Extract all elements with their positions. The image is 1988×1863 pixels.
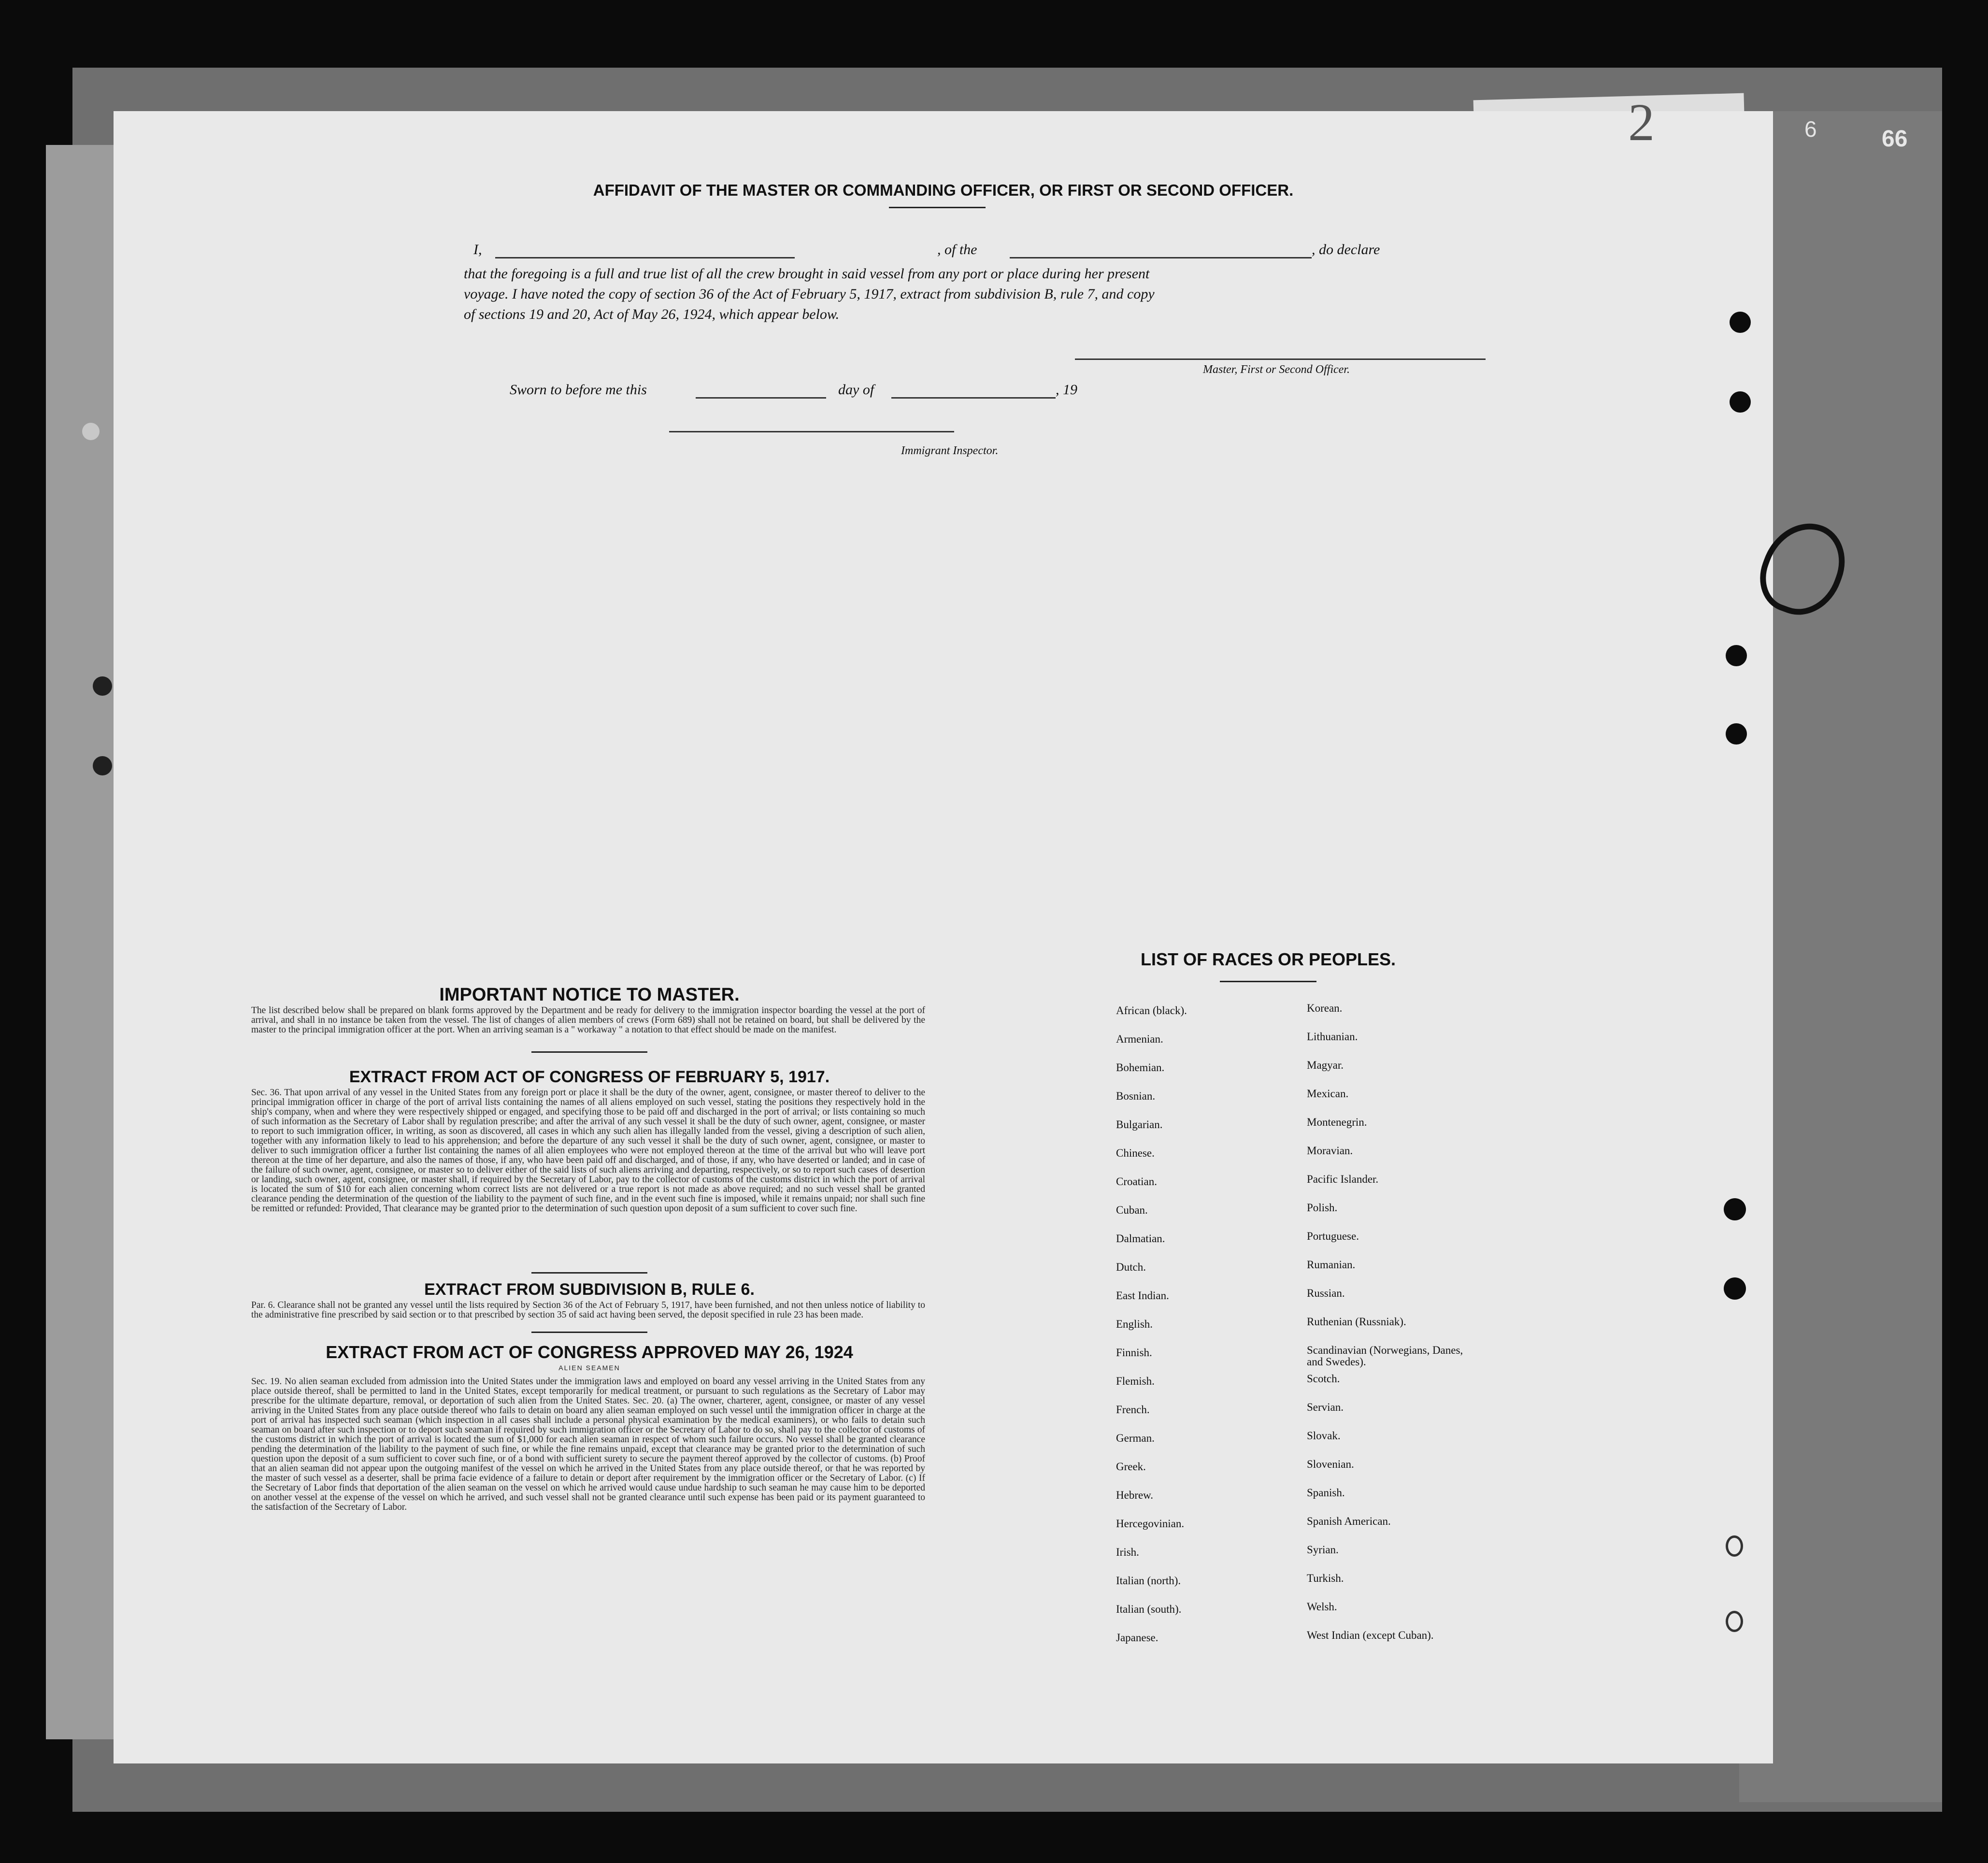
notice-body: The list described below shall be prepared on blank forms approved by the Department and be ready for delivery to the immigration inspector boarding the vessel at the port of arrival, and shall in no instance be taken from the vessel. The list of changes of alien members of crews (Form 689) shall not be retained on board, but shall be delivered by the master to the principal immigration officer at the port. When an arriving seaman is a " workaway " a notation to that effect should be made on the manifest. — [251, 1005, 925, 1035]
race-item: Italian (north). — [1116, 1575, 1181, 1587]
race-item: Magyar. — [1307, 1059, 1344, 1071]
race-item: Croatian. — [1116, 1175, 1157, 1188]
race-item: Irish. — [1116, 1546, 1139, 1558]
page-number: 66 — [1882, 126, 1908, 152]
race-item: Slovenian. — [1307, 1458, 1354, 1470]
race-item: East Indian. — [1116, 1290, 1169, 1302]
race-item: Servian. — [1307, 1401, 1344, 1413]
race-item: Lithuanian. — [1307, 1031, 1358, 1043]
race-item: German. — [1116, 1432, 1155, 1444]
punch-hole — [82, 423, 100, 440]
race-item: Moravian. — [1307, 1145, 1353, 1157]
affidavit-of-the: , of the — [937, 242, 977, 258]
affidavit-i: I, — [473, 242, 482, 258]
race-item: Slovak. — [1307, 1430, 1341, 1442]
punch-hole — [93, 756, 112, 775]
sworn-day-blank — [696, 397, 826, 399]
race-item: Pacific Islander. — [1307, 1173, 1379, 1185]
extract-1924-title: EXTRACT FROM ACT OF CONGRESS APPROVED MAY 26, 1924 — [326, 1342, 853, 1362]
inspector-signature-label: Immigrant Inspector. — [901, 444, 999, 457]
name-blank — [495, 257, 795, 258]
race-item: Ruthenian (Russniak). — [1307, 1316, 1406, 1328]
affidavit-declare: , do declare — [1312, 242, 1380, 258]
extract-1917-rule — [531, 1272, 647, 1274]
rule6-title: EXTRACT FROM SUBDIVISION B, RULE 6. — [424, 1280, 755, 1299]
race-item: Spanish American. — [1307, 1515, 1391, 1527]
race-item: Hebrew. — [1116, 1489, 1154, 1501]
race-item: Polish. — [1307, 1202, 1338, 1214]
race-item: Rumanian. — [1307, 1259, 1356, 1271]
race-item: Spanish. — [1307, 1487, 1345, 1499]
race-item: Russian. — [1307, 1287, 1345, 1299]
punch-hole-open — [1726, 1535, 1743, 1557]
race-item: Turkish. — [1307, 1572, 1344, 1584]
race-item: Italian (south). — [1116, 1603, 1182, 1615]
extract-1924-body: Sec. 19. No alien seaman excluded from admission into the United States under the immigration laws and employed on board any vessel arriving in the United States from any place outside thereof, shall be permitted to land in the United States, except temporarily for medical treatment, or pursuant to such regulations as the Secretary of Labor may prescribe for the ultimate departure, removal, or deportation of such alien from the United States. Sec. 20. (a) The owner, charterer, agent, consignee, or master of any vessel arriving in the United States from any place outside thereof who fails to detain on board any alien seaman employed on such vessel until the immigration officer in charge at the port of arrival has inspected such seaman (which inspection in all cases shall include a personal physical examination by the medical examiners), or who fails to detain such seaman on board after such inspection or to deport such seaman if required by such immigration officer or the Secretary of Labor to do so, shall pay to the collector of customs of the customs district in which the port of arrival is located the sum of $1,000 for each alien seaman in respect of whom such failure occurs. No vessel shall be granted clearance pending the determination of the liability to the payment of such fine, or while the fine remains unpaid, except that clearance may be granted prior to the determination of such question upon the deposit of a sum sufficient to cover such fine, or of a bond with sufficient surety to secure the payment thereof approved by the collector of customs. (b) Proof that an alien seaman did not appear upon the outgoing manifest of the vessel on which he arrived in the United States from any place outside thereof, or that he was reported by the master of such vessel as a deserter, shall be prima facie evidence of a failure to detain or deport after requirement by the immigration officer or the Secretary of Labor. (c) If the Secretary of Labor finds that deportation of the alien seaman on the vessel on which he arrived would cause undue hardship to such seaman he may cause him to be deported on another vessel at the expense of the vessel on which he arrived, and such vessel shall not be granted clearance until such expense has been paid or its payment guaranteed to the satisfaction of the Secretary of Labor. — [251, 1376, 925, 1512]
sworn-label: Sworn to before me this — [510, 382, 647, 398]
day-of-label: day of — [838, 382, 874, 398]
race-item: Bosnian. — [1116, 1090, 1156, 1102]
race-item: Mexican. — [1307, 1088, 1349, 1100]
handwritten-mark: 2 — [1628, 93, 1655, 152]
affidavit-line-2: that the foregoing is a full and true list of all the crew brought in said vessel from any port or place during her present — [464, 266, 1150, 282]
race-item: Montenegrin. — [1307, 1116, 1367, 1128]
punch-hole — [1726, 723, 1747, 745]
race-item: Chinese. — [1116, 1147, 1155, 1159]
race-item: Finnish. — [1116, 1347, 1152, 1359]
punch-hole-open — [1726, 1611, 1743, 1632]
race-item: Armenian. — [1116, 1033, 1163, 1045]
title-rule — [889, 207, 986, 208]
rule6-body: Par. 6. Clearance shall not be granted any vessel until the lists required by Section 36 of the Act of February 5, 1917, have been furnished, and not then unless notice of liability to the administrative fine prescribed by said section or to that prescribed by section 35 of said act having been served, the deposit specified in rule 23 has been made. — [251, 1300, 925, 1320]
race-item: Bulgarian. — [1116, 1118, 1163, 1131]
master-signature-line — [1075, 358, 1486, 360]
race-item: West Indian (except Cuban). — [1307, 1629, 1434, 1641]
punch-hole — [1724, 1198, 1746, 1220]
rule6-rule — [531, 1332, 647, 1333]
affidavit-title: AFFIDAVIT OF THE MASTER OR COMMANDING OFFICER, OR FIRST OR SECOND OFFICER. — [593, 181, 1294, 199]
race-item: Greek. — [1116, 1461, 1146, 1473]
race-item: Scandinavian (Norwegians, Danes, and Swedes). — [1307, 1344, 1463, 1368]
vessel-blank — [1010, 257, 1312, 258]
race-item: French. — [1116, 1404, 1150, 1416]
race-item: Scotch. — [1307, 1373, 1340, 1385]
affidavit-page — [114, 111, 1773, 1763]
race-item: Portuguese. — [1307, 1230, 1359, 1242]
race-item: Cuban. — [1116, 1204, 1148, 1216]
race-item: Welsh. — [1307, 1601, 1337, 1613]
race-item: African (black). — [1116, 1004, 1187, 1017]
extract-1917-body: Sec. 36. That upon arrival of any vessel in the United States from any foreign port or place it shall be the duty of the owner, agent, consignee, or master thereof to deliver to the principal immigration officer in charge of the port of arrival lists containing the names of all aliens employed on such vessel, stating the positions they respectively hold in the ship's company, when and where they were respectively shipped or engaged, and specifying those to be paid off and discharged in the port of arrival; or lists containing so much of such information as the Secretary of Labor shall by regulation prescribe; and after the arrival of any such vessel it shall be the duty of such owner, agent, consignee, or master to report to such immigration officer, in writing, as soon as discovered, all cases in which any such alien has illegally landed from the vessel, giving a description of such alien, together with any information likely to lead to his apprehension; and before the departure of any such vessel it shall be the duty of such owner, agent, consignee, or master to deliver to such immigration officer a further list containing the names of all alien employees who were not employed thereon at the time of the arrival but who will leave port thereon at the time of her departure, and also the names of those, if any, who have been paid off and discharged, and of those, if any, who have deserted or landed; and in case of the failure of such owner, agent, consignee, or master so to deliver either of the said lists of such aliens arriving and departing, respectively, or so to report such cases of desertion or landing, such owner, agent, consignee, or master shall, if required by the Secretary of Labor, pay to the collector of customs of the customs district in which the port of arrival is located the sum of $10 for each alien concerning whom correct lists are not delivered or a true report is not made as above required; and no such vessel shall be granted clearance pending the determination of the question of the liability to the payment of such fine, and in the event such fine is imposed, while it remains unpaid; nor shall such fine be remitted or refunded: Provided, That clearance may be granted prior to the determination of such question upon deposit of a sum sufficient to cover such fine. — [251, 1088, 925, 1214]
race-item: Hercegovinian. — [1116, 1518, 1185, 1530]
year-label: , 19 — [1056, 382, 1077, 398]
punch-hole — [1724, 1277, 1746, 1300]
extract-1924-subtitle: ALIEN SEAMEN — [558, 1364, 620, 1372]
punch-hole — [1730, 391, 1751, 413]
races-rule — [1220, 981, 1316, 982]
punch-hole — [1730, 312, 1751, 333]
inspector-signature-line — [669, 431, 954, 432]
race-item: Bohemian. — [1116, 1061, 1165, 1074]
notice-title: IMPORTANT NOTICE TO MASTER. — [439, 985, 740, 1005]
corner-mark: 6 — [1804, 116, 1817, 142]
sworn-month-blank — [891, 397, 1056, 399]
race-item: Syrian. — [1307, 1544, 1339, 1556]
race-item: English. — [1116, 1318, 1153, 1330]
race-item: Korean. — [1307, 1002, 1343, 1014]
races-title: LIST OF RACES OR PEOPLES. — [1140, 949, 1396, 969]
punch-hole — [1726, 645, 1747, 666]
race-item: Dutch. — [1116, 1261, 1146, 1273]
affidavit-line-4: of sections 19 and 20, Act of May 26, 1924, which appear below. — [464, 306, 840, 322]
notice-rule — [531, 1051, 647, 1053]
race-item: Flemish. — [1116, 1375, 1155, 1387]
punch-hole — [93, 676, 112, 696]
race-item: Japanese. — [1116, 1632, 1158, 1644]
race-item: Dalmatian. — [1116, 1232, 1165, 1245]
master-signature-label: Master, First or Second Officer. — [1203, 363, 1350, 376]
extract-1917-title: EXTRACT FROM ACT OF CONGRESS OF FEBRUARY 5, 1917. — [349, 1068, 830, 1086]
affidavit-line-3: voyage. I have noted the copy of section 36 of the Act of February 5, 1917, extract from subdivision B, rule 7, and copy — [464, 286, 1155, 302]
